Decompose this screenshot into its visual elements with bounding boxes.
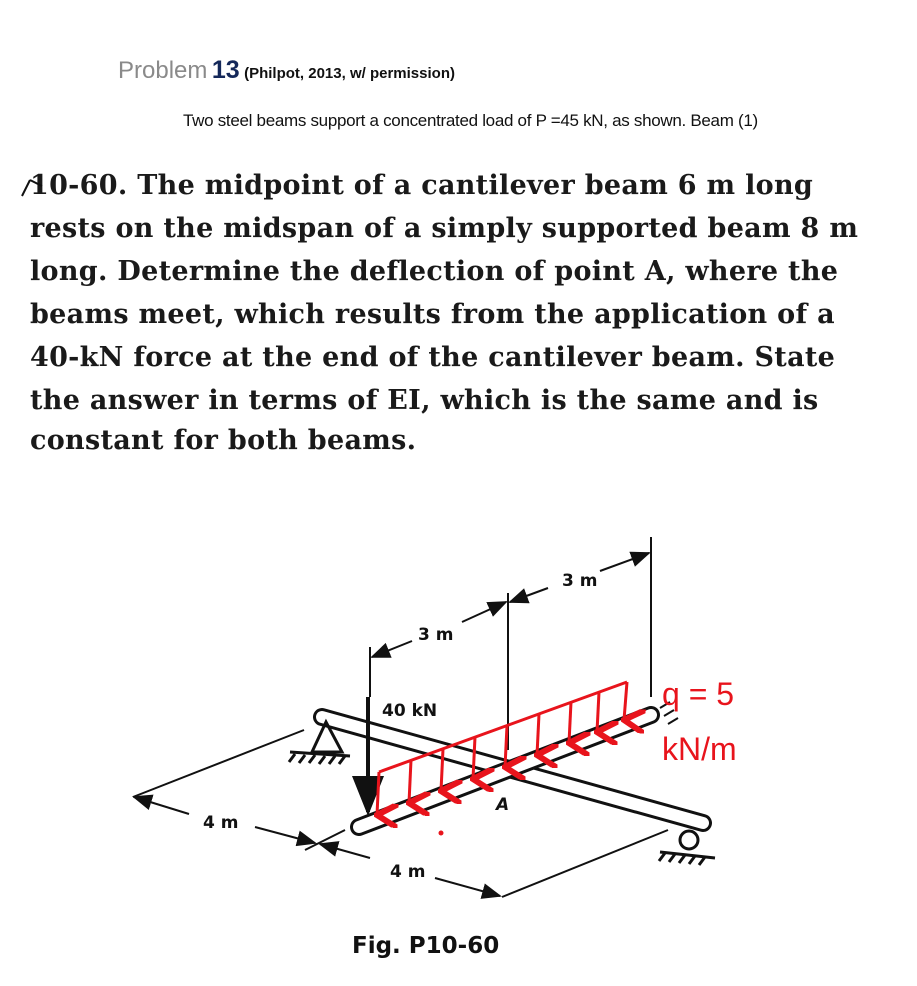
roller-support [659,831,715,865]
problem-line: 10-60. The midpoint of a cantilever beam 6 m long [30,170,814,201]
load-intensity-unit: kN/m [662,731,737,767]
problem-line: long. Determine the deflection of point A, where the [30,256,839,287]
problem-subtitle: Two steel beams support a concentrated load of P =45 kN, as shown. Beam (1) [183,111,758,130]
problem-line: beams meet, which results from the application of a [30,299,835,330]
point-a-label: A [496,795,510,815]
problem-line: 40-kN force at the end of the cantilever beam. State [30,342,836,373]
margin-mark [22,180,42,196]
dim-4m-label: 4 m [390,862,426,882]
load-label: 40 kN [382,701,438,721]
load-intensity-label: q = 5 [662,676,735,712]
citation: (Philpot, 2013, w/ permission) [244,65,455,82]
problem-word: Problem [118,57,208,84]
problem-line: constant for both beams. [30,425,417,456]
red-dot [439,831,444,836]
dim-3m-label: 3 m [562,571,598,591]
problem-number: 13 [211,56,240,84]
dim-4m-label: 4 m [203,813,239,833]
figure-caption: Fig. P10-60 [352,933,500,959]
problem-line: rests on the midspan of a simply supported beam 8 m [30,213,859,244]
dim-3m-label: 3 m [418,625,454,645]
problem-line: the answer in terms of EI, which is the same and is [30,385,819,416]
